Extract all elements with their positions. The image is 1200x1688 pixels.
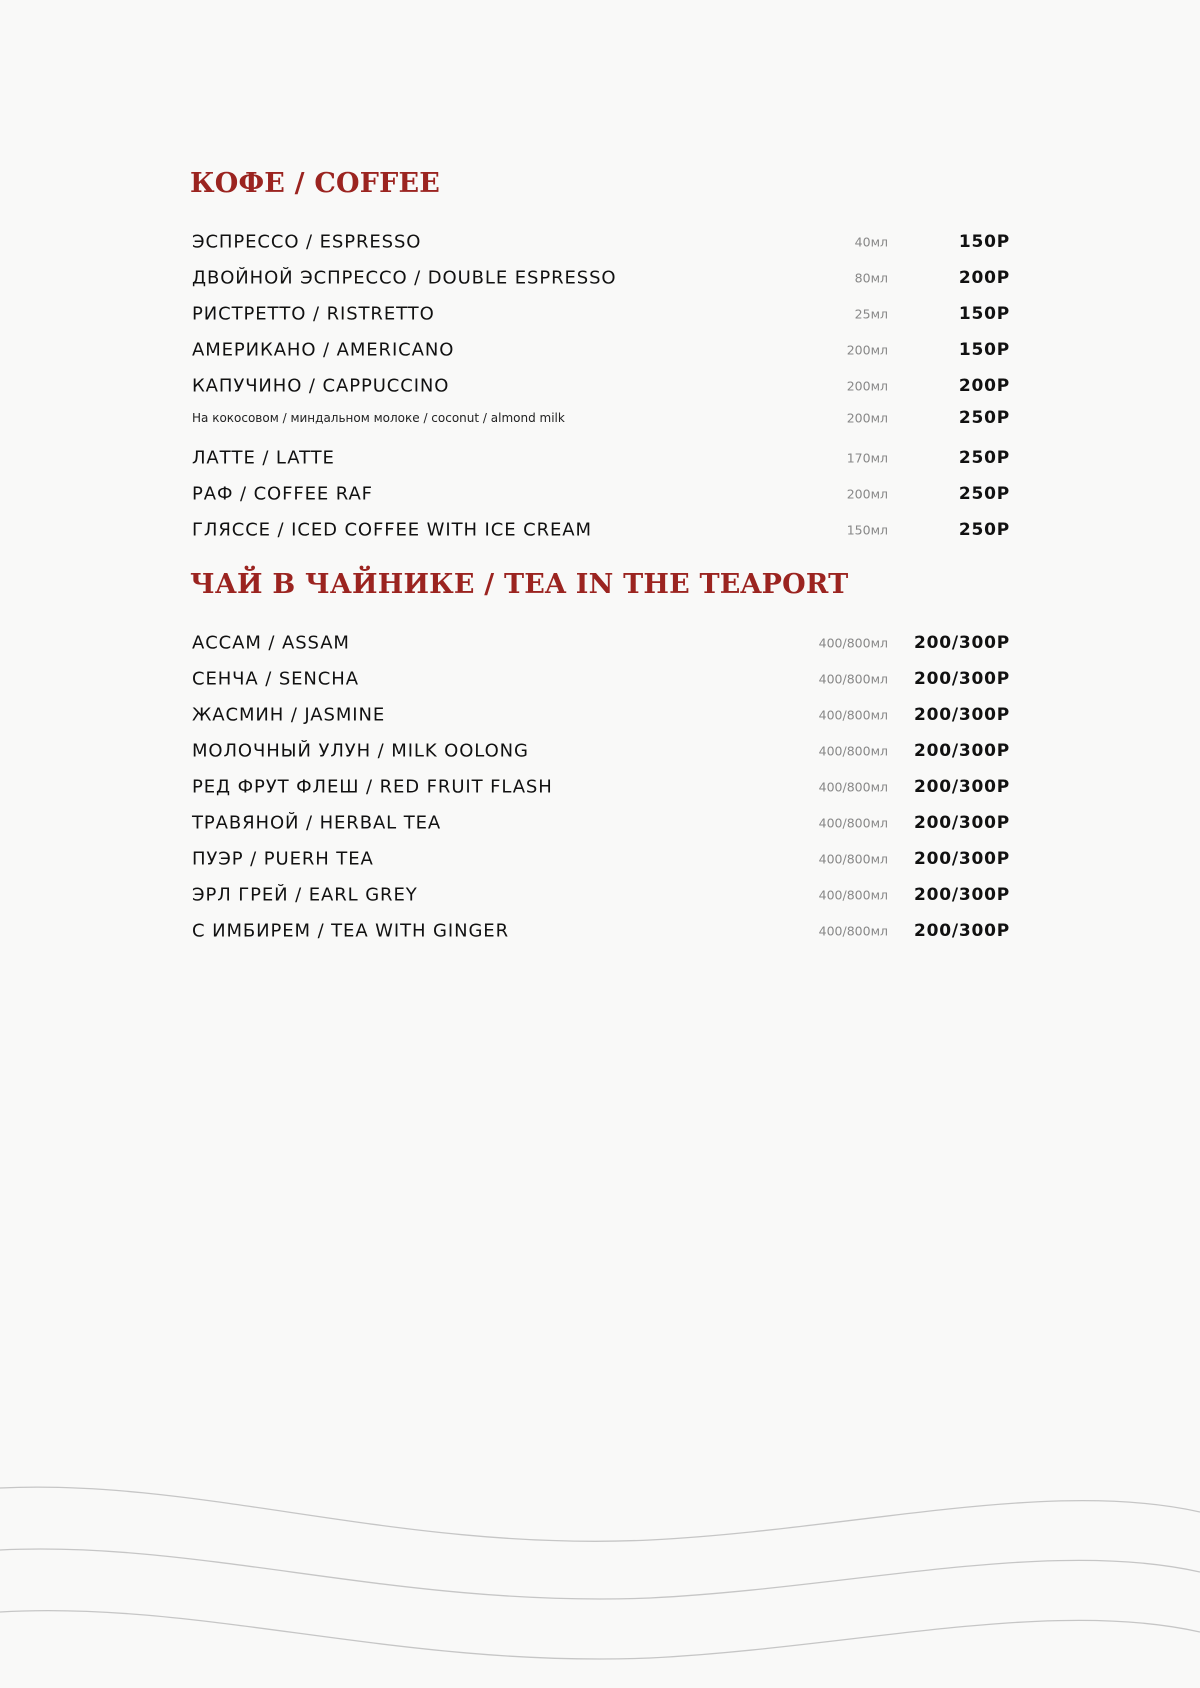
menu-item: [192, 296, 1010, 332]
item-volume: 400/800мл: [818, 923, 888, 939]
item-volume: 400/800мл: [818, 779, 888, 795]
item-name: ГЛЯССЕ / ICED COFFEE WITH ICE CREAM: [192, 519, 592, 541]
item-volume: 400/800мл: [818, 707, 888, 723]
item-volume: 150мл: [846, 522, 888, 538]
item-price: 250Р: [958, 484, 1010, 504]
coffee-section-title: КОФЕ / COFFEE: [190, 168, 441, 199]
item-volume: 400/800мл: [818, 851, 888, 867]
menu-item: [192, 368, 1010, 404]
menu-item: [192, 913, 1010, 949]
item-name: ЖАСМИН / JASMINE: [192, 704, 386, 726]
item-volume: 200мл: [846, 486, 888, 502]
menu-item: [192, 625, 1010, 661]
item-name: ДВОЙНОЙ ЭСПРЕССО / DOUBLE ESPRESSO: [192, 267, 617, 289]
item-price: 250Р: [958, 520, 1010, 540]
item-volume: 400/800мл: [818, 887, 888, 903]
menu-item: [192, 805, 1010, 841]
item-price: 200Р: [958, 376, 1010, 396]
item-volume: 40мл: [854, 234, 888, 250]
item-price: 200/300Р: [913, 813, 1010, 833]
item-price: 250Р: [958, 448, 1010, 468]
menu-item: [192, 697, 1010, 733]
item-price: 150Р: [958, 340, 1010, 360]
item-volume: 170мл: [846, 450, 888, 466]
item-price: 250Р: [958, 408, 1010, 429]
menu-item: [192, 512, 1010, 548]
item-price: 200/300Р: [913, 849, 1010, 869]
item-volume: 80мл: [854, 270, 888, 286]
item-name: ЭСПРЕССО / ESPRESSO: [192, 231, 422, 253]
item-name: На кокосовом / миндальном молоке / coconut / almond milk: [192, 411, 565, 426]
item-price: 200/300Р: [913, 705, 1010, 725]
item-name: РЕД ФРУТ ФЛЕШ / RED FRUIT FLASH: [192, 776, 553, 798]
menu-item: [192, 476, 1010, 512]
item-name: ТРАВЯНОЙ / HERBAL TEA: [192, 812, 442, 834]
wave-line: [0, 1487, 1200, 1541]
menu-item: [192, 224, 1010, 260]
item-volume: 400/800мл: [818, 815, 888, 831]
menu-item: [192, 661, 1010, 697]
menu-item: [192, 260, 1010, 296]
menu-item: [192, 841, 1010, 877]
item-price: 150Р: [958, 232, 1010, 252]
wave-line: [0, 1611, 1200, 1659]
item-volume: 25мл: [854, 306, 888, 322]
menu-item: [192, 733, 1010, 769]
item-price: 200/300Р: [913, 633, 1010, 653]
item-volume: 400/800мл: [818, 743, 888, 759]
item-name: АССАМ / ASSAM: [192, 632, 350, 654]
item-price: 200Р: [958, 268, 1010, 288]
item-volume: 400/800мл: [818, 635, 888, 651]
menu-item: [192, 332, 1010, 368]
menu-item: [192, 440, 1010, 476]
item-name: АМЕРИКАНО / AMERICANO: [192, 339, 455, 361]
coffee-list: [192, 224, 1010, 548]
item-name: КАПУЧИНО / CAPPUCCINO: [192, 375, 450, 397]
item-name: РИСТРЕТТО / RISTRETTO: [192, 303, 435, 325]
menu-item-option: [192, 404, 1010, 440]
item-volume: 200мл: [846, 342, 888, 358]
decorative-waves: [0, 1470, 1200, 1688]
tea-list: [192, 625, 1010, 949]
item-volume: 200мл: [846, 378, 888, 394]
item-volume: 200мл: [846, 410, 888, 426]
item-price: 200/300Р: [913, 885, 1010, 905]
item-price: 150Р: [958, 304, 1010, 324]
item-name: МОЛОЧНЫЙ УЛУН / MILK OOLONG: [192, 740, 529, 762]
item-price: 200/300Р: [913, 777, 1010, 797]
item-price: 200/300Р: [913, 741, 1010, 761]
item-price: 200/300Р: [913, 669, 1010, 689]
item-name: РАФ / COFFEE RAF: [192, 483, 373, 505]
item-name: ЛАТТЕ / LATTE: [192, 447, 335, 469]
item-name: ЭРЛ ГРЕЙ / EARL GREY: [192, 884, 418, 906]
wave-line: [0, 1549, 1200, 1599]
item-price: 200/300Р: [913, 921, 1010, 941]
item-name: ПУЭР / PUERH TEA: [192, 848, 374, 870]
item-name: СЕНЧА / SENCHA: [192, 668, 359, 690]
tea-section-title: ЧАЙ В ЧАЙНИКЕ / TEA IN THE TEAPORT: [190, 569, 849, 600]
item-volume: 400/800мл: [818, 671, 888, 687]
item-name: С ИМБИРЕМ / TEA WITH GINGER: [192, 920, 509, 942]
menu-item: [192, 877, 1010, 913]
menu-item: [192, 769, 1010, 805]
